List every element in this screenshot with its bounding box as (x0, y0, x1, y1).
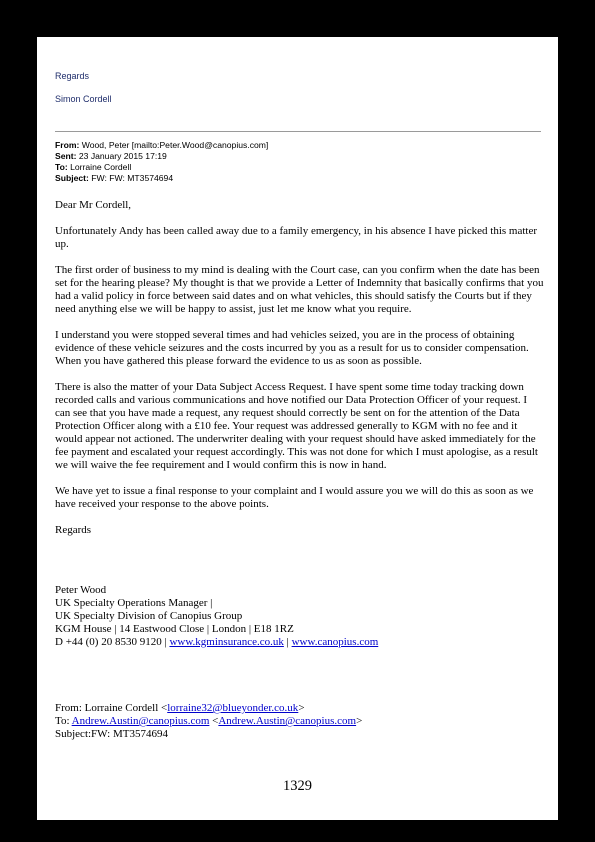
paragraph-5: We have yet to issue a final response to your complaint and I would assure you we will do this as soon as we have received your response to the above points. (55, 485, 534, 510)
closing: Regards (55, 524, 92, 536)
forward-to-label: To: (55, 715, 72, 727)
header-subject-value: FW: FW: MT3574694 (88, 173, 174, 183)
paragraph-4: There is also the matter of your Data Subject Access Request. I have spent some time today tracking down recorded calls and various communications and hove notified our Data Protection Officer of your request. I can see that you have made a request, any request should correctly be sent on for the attention of the Data Protection Officer along with a £10 fee. Your request was addressed generally to KGM with no fee and it would appear not actioned. The underwriter dealing with your request should have asked immediately for the fee payment and escalated your request accordingly. This was not done for which I must apologise, as a result we will waive the fee requirement and I would confirm this is now in hand. (55, 381, 538, 471)
header-subject-label: Subject: (55, 173, 89, 183)
salutation: Dear Mr Cordell, (55, 199, 132, 211)
document-page (37, 37, 558, 820)
link-separator: | (283, 636, 292, 648)
signature-division: UK Specialty Division of Canopius Group (55, 610, 243, 622)
signature-address: KGM House | 14 Eastwood Close | London | E18 1RZ (55, 623, 294, 635)
signature-block (55, 584, 378, 649)
header-to-value: Lorraine Cordell (67, 162, 132, 172)
header-sent-label: Sent: (55, 151, 77, 161)
forward-from-end: > (298, 702, 305, 714)
header-sent-line (55, 151, 268, 162)
header-divider (55, 131, 541, 132)
forward-from-email-link[interactable]: lorraine32@blueyonder.co.uk (167, 702, 299, 714)
header-to-label: To: (55, 162, 68, 172)
top-sender-name: Simon Cordell (55, 94, 112, 104)
paragraph-2: The first order of business to my mind is dealing with the Court case, can you confirm when the date has been set for the hearing please? My thought is that we provide a Letter of Indemnity that basically confirms that you had a valid policy in force between said dates and on what vehicles, this should satisfy the Courts but if they need anything else we will be happy to assist, just let me know what you require. (55, 264, 544, 315)
forward-from-label: From: Lorraine Cordell < (55, 702, 168, 714)
forward-to-end: > (356, 715, 363, 727)
header-to-line (55, 162, 268, 173)
forward-to-email-link-2[interactable]: Andrew.Austin@canopius.com (218, 715, 357, 727)
header-from-line (55, 140, 268, 151)
header-subject-line (55, 173, 268, 184)
signature-contact-line (55, 636, 378, 649)
paragraph-3: I understand you were stopped several times and had vehicles seized, you are in the process of obtaining evidence of these vehicle seizures and the costs incurred by you as a result for us to consider compensation. When you have gathered this please forward the evidence to us as soon as possible. (55, 329, 529, 367)
signature-name: Peter Wood (55, 584, 107, 596)
forwarded-header (55, 702, 362, 741)
signature-phone: D +44 (0) 20 8530 9120 | (55, 636, 170, 648)
email-body (55, 199, 545, 550)
forward-to-email-link-1[interactable]: Andrew.Austin@canopius.com (71, 715, 210, 727)
forward-subject-line: Subject:FW: MT3574694 (55, 728, 168, 740)
page-number: 1329 (283, 778, 312, 794)
header-from-label: From: (55, 140, 80, 150)
forward-from-line (55, 702, 362, 715)
forward-to-mid: < (209, 715, 219, 727)
email-header (55, 140, 268, 184)
canopius-website-link[interactable]: www.canopius.com (291, 636, 379, 648)
kgm-website-link[interactable]: www.kgminsurance.co.uk (169, 636, 284, 648)
top-regards: Regards (55, 71, 90, 81)
paragraph-1: Unfortunately Andy has been called away due to a family emergency, in his absence I have picked this matter up. (55, 225, 537, 250)
forward-to-line (55, 715, 362, 728)
header-from-value: Wood, Peter [mailto:Peter.Wood@canopius.com] (79, 140, 269, 150)
signature-title: UK Specialty Operations Manager | (55, 597, 213, 609)
header-sent-value: 23 January 2015 17:19 (76, 151, 167, 161)
